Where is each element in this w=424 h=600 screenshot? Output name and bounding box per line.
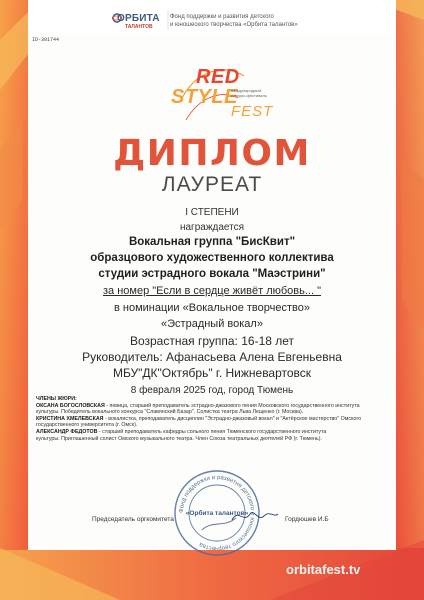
- jury-member-desc: - вокалистка, преподаватель дисциплин "Эстрадно-джазовый вокал" и "Актёрское мастерство" Омского: [103, 415, 362, 422]
- logo-subtitle: ТАЛАНТОВ: [125, 24, 153, 30]
- institution: МБУ"ДК"Октябрь" г. Нижневартовск: [112, 366, 312, 380]
- diploma-title: ДИПЛОМ: [113, 133, 311, 174]
- fund-line-1: Фонд поддержки и развития детского: [170, 14, 274, 20]
- logo-name: ОРБИТА: [117, 13, 160, 24]
- festival-word-fest: FEST: [231, 103, 274, 120]
- recipient-line-1: Вокальная группа "БисКвит": [128, 236, 296, 248]
- stamp-center-text: «Орбита талантов»: [185, 510, 249, 517]
- fund-description: [170, 13, 370, 29]
- jury-section: [36, 396, 392, 442]
- performance-number: за номер "Если в сердце живёт любовь... ": [102, 285, 321, 297]
- jury-member: [36, 416, 392, 429]
- document-id: ID-301744: [32, 37, 60, 43]
- recipient-line-3: студии эстрадного вокала "Маэстрини": [98, 268, 326, 280]
- festival-mini-line-1: международный: [231, 88, 262, 93]
- date-place: 8 февраля 2025 год, город Тюмень: [130, 385, 294, 396]
- recipient-line-2: образцового художественного коллектива: [90, 252, 334, 264]
- awarded-label: награждается: [179, 222, 245, 233]
- jury-member-name: ОКСАНА БОГОСЛОВСКАЯ: [36, 402, 105, 409]
- jury-member-desc-cont: государственного университета (г. Омск).: [36, 422, 138, 429]
- diploma-subtitle: ЛАУРЕАТ: [161, 173, 263, 196]
- jury-member: [36, 429, 392, 442]
- festival-word-style: STYLE: [171, 86, 238, 108]
- leader: Руководитель: Афанасьева Алена Евгеньевна: [82, 350, 342, 364]
- stamp-ring-text: Фонд поддержки и развития детского и юношеского творчества: [178, 474, 256, 552]
- website-url[interactable]: orbitafest.tv: [286, 562, 361, 577]
- jury-member-name: АЛЕКСАНДР ФЕДОТОВ: [36, 428, 98, 435]
- degree-label: I СТЕПЕНИ: [185, 207, 239, 218]
- jury-heading: [36, 396, 392, 403]
- nomination-line-1: в номинации «Вокальное творчество»: [114, 302, 310, 314]
- jury-member-desc-cont: культуры. Приглашенный солист Омского музыкального театра. Член Союза театральных деятелей РФ (г. Тюмень).: [36, 435, 322, 442]
- festival-word-red: RED: [196, 66, 240, 88]
- jury-member-desc: - певица, старший преподаватель эстрадно-джазового пения Московского государственного института: [104, 402, 360, 409]
- jury-heading-text: ЧЛЕНЫ ЖЮРИ:: [36, 396, 77, 402]
- jury-member-line: [36, 416, 392, 423]
- chairman-label: Председатель оргкомитета: [92, 516, 174, 523]
- fund-line-2: и юношеского творчества «Орбита талантов»: [170, 22, 298, 28]
- jury-member-desc-cont: культуры. Победитель вокального конкурса "Славянский Базар". Солистка театра Льва Лещенко (г. Москва).: [36, 409, 304, 416]
- age-group: Возрастная группа: 16-18 лет: [129, 334, 295, 348]
- nomination-line-2: «Эстрадный вокал»: [161, 318, 263, 330]
- signature-icon: [230, 506, 280, 526]
- jury-member: [36, 403, 392, 416]
- festival-mini-line-2: конкурс-фестиваль: [231, 93, 267, 98]
- jury-member-desc: - старший преподаватель кафедры сольного пения Тюменского государственного института: [97, 428, 327, 435]
- jury-member-name: КРИСТИНА ХМЕЛЕВСКАЯ: [36, 415, 104, 422]
- festival-mini-caption: [231, 88, 267, 98]
- chairman-name: Гордюшев И.Б: [285, 516, 329, 523]
- jury-member-line: [36, 429, 392, 436]
